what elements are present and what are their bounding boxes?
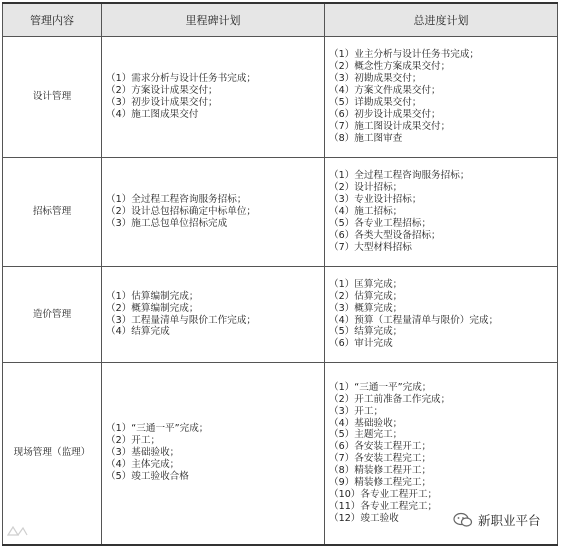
list-item: （3）初步设计成果交付； xyxy=(106,97,218,108)
header-schedule: 总进度计划 xyxy=(325,3,558,37)
list-item: （5）详勘成果交付； xyxy=(329,97,422,108)
category-cell: 设计管理 xyxy=(3,37,102,158)
plan-table xyxy=(2,2,558,546)
header-row xyxy=(3,3,558,37)
list-item: （3）施工总包单位招标完成 xyxy=(106,217,228,229)
watermark-text: 新职业平台 xyxy=(478,513,541,528)
list-item: （12）竣工验收 xyxy=(329,512,399,524)
list-item: （6）各安装工程开工； xyxy=(329,441,432,453)
list-item: （1）业主分析与设计任务书完成； xyxy=(329,49,480,61)
watermark-right xyxy=(450,510,544,530)
table-row xyxy=(3,37,558,158)
header-milestone: 里程碑计划 xyxy=(102,3,325,37)
header-management: 管理内容 xyxy=(3,3,102,37)
list-item: （7）各安装工程完工； xyxy=(329,453,432,465)
list-item: （9）精装修工程完工； xyxy=(329,477,432,489)
list-item: （4）预算（工程量清单与限价）完成； xyxy=(329,314,499,326)
list-item: （2）设计总包招标确定中标单位； xyxy=(106,206,257,218)
category-cell: 招标管理 xyxy=(3,158,102,267)
list-item: （1）需求分析与设计任务书完成； xyxy=(106,73,257,85)
milestone-list xyxy=(106,73,320,121)
list-item: （2）方案设计成果交付； xyxy=(106,85,218,97)
list-item: （2）概念性方案成果交付； xyxy=(329,61,451,73)
list-item: （2）设计招标； xyxy=(329,182,403,194)
list-item: （7）大型材料招标 xyxy=(329,241,412,253)
list-item: （4）施工招标； xyxy=(329,206,403,218)
milestone-cell xyxy=(102,363,325,545)
milestone-cell xyxy=(102,158,325,267)
list-item: （4）施工图成果交付 xyxy=(106,108,199,120)
milestone-list xyxy=(106,423,320,483)
list-item: （8）精装修工程开工； xyxy=(329,465,432,477)
list-item: （1）“三通一平”完成； xyxy=(329,381,432,393)
list-item: （1）匡算完成； xyxy=(329,278,403,290)
table-body xyxy=(3,37,558,545)
list-item: （5）各专业工程招标； xyxy=(329,217,432,229)
list-item: （3）概算完成； xyxy=(329,302,403,314)
list-item: （10）各专业工程开工； xyxy=(329,488,438,500)
list-item: （7）施工图设计成果交付； xyxy=(329,120,451,132)
list-item: （6）审计完成 xyxy=(329,338,393,350)
list-item: （3）工程量清单与限价工作完成； xyxy=(106,314,257,326)
schedule-list xyxy=(329,49,553,144)
milestone-list xyxy=(106,291,320,339)
schedule-cell xyxy=(325,158,558,267)
schedule-list xyxy=(329,279,553,350)
milestone-cell xyxy=(102,267,325,363)
milestone-list xyxy=(106,194,320,230)
list-item: （5）竣工验收合格 xyxy=(106,471,189,483)
list-item: （1）估算编制完成； xyxy=(106,290,199,302)
list-item: （3）开工； xyxy=(329,405,384,417)
list-item: （1）全过程工程咨询服务招标； xyxy=(106,194,247,206)
list-item: （6）初步设计成果交付； xyxy=(329,108,441,120)
list-item: （4）方案文件成果交付； xyxy=(329,85,441,97)
list-item: （4）主体完成； xyxy=(106,459,180,471)
list-item: （11）各专业工程完工； xyxy=(329,500,438,512)
list-item: （2）开工前准备工作完成； xyxy=(329,393,451,405)
list-item: （6）各类大型设备招标； xyxy=(329,229,441,241)
logo-icon xyxy=(6,525,28,537)
list-item: （8）施工图审查 xyxy=(329,132,403,144)
watermark-left xyxy=(6,525,28,537)
list-item: （5）结算完成； xyxy=(329,326,403,338)
schedule-list xyxy=(329,170,553,253)
category-cell: 现场管理（监理） xyxy=(3,363,102,545)
table-row xyxy=(3,267,558,363)
list-item: （5）主题完工； xyxy=(329,429,403,441)
table-row xyxy=(3,158,558,267)
list-item: （2）概算编制完成； xyxy=(106,302,199,314)
category-cell: 造价管理 xyxy=(3,267,102,363)
schedule-cell xyxy=(325,37,558,158)
list-item: （4）结算完成 xyxy=(106,326,170,338)
list-item: （1）全过程工程咨询服务招标； xyxy=(329,170,470,182)
list-item: （2）估算完成； xyxy=(329,290,403,302)
list-item: （3）初勘成果交付； xyxy=(329,73,422,85)
list-item: （1）“三通一平”完成； xyxy=(106,423,209,435)
list-item: （4）基础验收； xyxy=(329,417,403,429)
list-item: （3）基础验收； xyxy=(106,447,180,459)
milestone-cell xyxy=(102,37,325,158)
wechat-icon xyxy=(453,512,473,528)
schedule-list xyxy=(329,382,553,525)
list-item: （3）专业设计招标； xyxy=(329,194,422,206)
schedule-cell xyxy=(325,267,558,363)
list-item: （2）开工； xyxy=(106,435,161,447)
